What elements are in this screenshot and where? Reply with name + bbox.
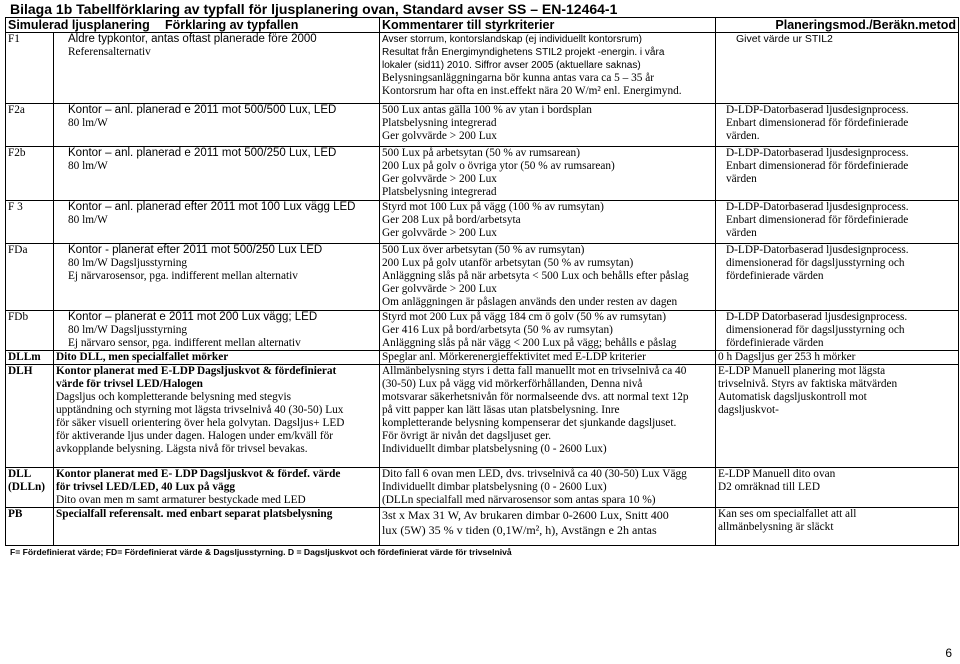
- row-code-label: FDa: [8, 244, 28, 256]
- method-line: allmänbelysning är släckt: [718, 521, 834, 533]
- method-line: fördefinierade värden: [726, 270, 824, 282]
- method-line: D-LDP-Datorbaserad ljusdesignprocess.: [726, 244, 909, 256]
- description-line: för säker visuell orientering över hela golvytan. Dagsljus+ LED: [56, 417, 345, 429]
- comment-line: Ger golvvärde > 200 Lux: [382, 227, 497, 239]
- description-line: Kontor - planerat efter 2011 mot 500/250 Lux LED: [68, 244, 323, 256]
- row-code: [6, 33, 54, 104]
- row-code: [6, 508, 54, 546]
- comment-line: lokaler (sid11) 2010. Siffror avser 2005 (aktuellare saknas): [382, 60, 641, 71]
- table-row: [6, 365, 959, 468]
- description-line: 80 lm/W: [68, 214, 108, 226]
- comment-line: Individuellt dimbar platsbelysning (0 - 2600 Lux): [382, 443, 607, 455]
- comment-line: Om anläggningen är påslagen används den under resten av dagen: [382, 296, 678, 308]
- method-line: dimensionerad för dagsljusstyrning och: [726, 324, 905, 336]
- row-code-label: F2b: [8, 147, 26, 159]
- row-code-label: F1: [8, 33, 20, 45]
- comment-line: motsvarar säkerhetsnivån för normalseende dvs. att normal text 12p: [382, 391, 689, 403]
- comment-line: Speglar anl. Mörkerenergieffektivitet med E-LDP kriterier: [382, 351, 646, 363]
- comment-line: Dito fall 6 ovan men LED, dvs. trivselnivå ca 40 (30-50) Lux Vägg: [382, 468, 687, 480]
- row-code-label: FDb: [8, 311, 29, 323]
- table-row: [6, 351, 959, 365]
- row-code: [6, 351, 54, 365]
- comment-line: (30-50) Lux på vägg vid mörkerförhållanden, Denna nivå: [382, 378, 643, 390]
- row-description: [54, 244, 380, 311]
- description-line: för trivsel LED/LED, 40 Lux på vägg: [56, 481, 235, 493]
- description-line: Referensalternativ: [68, 46, 151, 58]
- row-method: [716, 201, 959, 244]
- method-line: Enbart dimensionerad för fördefinierade: [726, 160, 909, 172]
- description-line: Ej närvaro sensor, pga. indifferent mellan alternativ: [68, 337, 301, 349]
- description-line: Kontor – anl. planerad e 2011 mot 500/250 Lux, LED: [68, 147, 337, 159]
- row-description: [54, 201, 380, 244]
- description-line: Kontor planerat med E- LDP Dagsljuskvot & fördef. värde: [56, 468, 341, 480]
- page-title: Bilaga 1b Tabellförklaring av typfall för ljusplanering ovan, Standard avser SS – EN-12464-1: [10, 1, 618, 17]
- row-code-label: F2a: [8, 104, 25, 116]
- row-code: [6, 311, 54, 351]
- description-line: 80 lm/W Dagsljusstyrning: [68, 324, 188, 336]
- method-line: trivselnivå. Styrs av faktiska mätvärden: [718, 378, 898, 390]
- method-line: dagsljuskvot-: [718, 404, 779, 416]
- row-code: [6, 201, 54, 244]
- method-line: D-LDP-Datorbaserad ljusdesignprocess.: [726, 147, 909, 159]
- method-line: E-LDP Manuell planering mot lägsta: [718, 365, 886, 377]
- comment-line: Platsbelysning integrerad: [382, 117, 497, 129]
- method-line: D-LDP Datorbaserad ljusdesignprocess.: [726, 311, 908, 323]
- comment-line: Kontorsrum har ofta en inst.effekt nära 20 W/m² enl. Energimynd.: [382, 85, 682, 97]
- row-code-label: DLH: [8, 365, 33, 377]
- description-line: upptändning och styrning mot lägsta trivselnivå 40 (30-50) Lux: [56, 404, 344, 416]
- row-method: [716, 147, 959, 201]
- row-description: [54, 311, 380, 351]
- row-comment: [380, 508, 716, 546]
- header-col2: Förklaring av typfallen: [165, 18, 299, 32]
- method-line: fördefinierade värden: [726, 337, 824, 349]
- row-method: [716, 33, 959, 104]
- row-code-label: PB: [8, 508, 23, 520]
- row-code: [6, 104, 54, 147]
- row-code-label-secondary: (DLLn): [8, 481, 46, 493]
- row-code-label: DLL: [8, 468, 32, 480]
- row-comment: [380, 147, 716, 201]
- description-line: Dagsljus och kompletterande belysning med stegvis: [56, 391, 291, 403]
- description-line: Äldre typkontor, antas oftast planerade före 2000: [68, 33, 317, 45]
- description-line: Dito DLL, men specialfallet mörker: [56, 351, 229, 363]
- table-header-row: [6, 18, 959, 33]
- row-method: [716, 104, 959, 147]
- row-description: [54, 104, 380, 147]
- comment-line: 3st x Max 31 W, Av brukaren dimbar 0-2600 Lux, Snitt 400: [382, 508, 669, 522]
- description-line: Kontor – planerat e 2011 mot 200 Lux vägg; LED: [68, 311, 318, 323]
- legend: F= Fördefinierat värde; FD= Fördefinierat värde & Dagsljusstyrning. D = Dagsljuskvot och fördefinierat värde för trivselnivå: [10, 547, 512, 557]
- comment-line: Ger golvvärde > 200 Lux: [382, 173, 497, 185]
- comment-line: Ger 416 Lux på bord/arbetsyta (50 % av rumsytan): [382, 324, 613, 336]
- row-method: [716, 244, 959, 311]
- row-comment: [380, 351, 716, 365]
- method-line: D-LDP-Datorbaserad ljusdesignprocess.: [726, 104, 909, 116]
- row-comment: [380, 201, 716, 244]
- comment-line: För övrigt är nivån det dagsljuset ger.: [382, 430, 552, 442]
- comment-line: Resultat från Energimyndighetens STIL2 projekt -energin. i våra: [382, 47, 665, 58]
- comment-line: lux (5W) 35 % v tiden (0,1W/m², h), Avstängn e 2h antas: [382, 523, 657, 537]
- row-comment: [380, 365, 716, 468]
- method-line: värden.: [726, 130, 760, 142]
- comment-line: Styrd mot 200 Lux på vägg 184 cm ö golv (50 % av rumsytan): [382, 311, 666, 323]
- comment-line: Belysningsanläggningarna bör kunna antas vara ca 5 – 35 år: [382, 72, 654, 84]
- row-method: [716, 365, 959, 468]
- comment-line: Ger golvvärde > 200 Lux: [382, 283, 497, 295]
- row-method: [716, 311, 959, 351]
- comment-line: Ger 208 Lux på bord/arbetsyta: [382, 214, 521, 226]
- table-row: [6, 311, 959, 351]
- method-line: 0 h Dagsljus ger 253 h mörker: [718, 351, 856, 363]
- comment-line: Platsbelysning integrerad: [382, 186, 497, 198]
- row-code: [6, 147, 54, 201]
- row-description: [54, 33, 380, 104]
- comment-line: Anläggning slås på när vägg < 200 Lux på vägg; behålls e påslag: [382, 337, 677, 349]
- row-description: [54, 351, 380, 365]
- row-code: [6, 365, 54, 468]
- comment-line: Allmänbelysning styrs i detta fall manuellt mot en trivselnivå ca 40: [382, 365, 687, 377]
- header-col4: Planeringsmod./Beräkn.metod: [716, 18, 959, 33]
- typfall-table: [5, 17, 959, 546]
- page-number: 6: [945, 646, 952, 660]
- table-row: [6, 147, 959, 201]
- table-row: [6, 201, 959, 244]
- method-line: Givet värde ur STIL2: [736, 33, 833, 45]
- method-line: D-LDP-Datorbaserad ljusdesignprocess.: [726, 201, 909, 213]
- comment-line: 500 Lux antas gälla 100 % av ytan i bordsplan: [382, 104, 592, 116]
- method-line: E-LDP Manuell dito ovan: [718, 468, 836, 480]
- row-code-label: DLLm: [8, 351, 41, 363]
- row-comment: [380, 311, 716, 351]
- header-col3: Kommentarer till styrkriterier: [380, 18, 716, 33]
- header-col1: Simulerad ljusplanering: [8, 18, 150, 32]
- description-line: 80 lm/W Dagsljusstyrning: [68, 257, 188, 269]
- row-code: [6, 468, 54, 508]
- description-line: Kontor – anl. planerad efter 2011 mot 100 Lux vägg LED: [68, 201, 356, 213]
- table-row: [6, 104, 959, 147]
- method-line: dimensionerad för dagsljusstyrning och: [726, 257, 905, 269]
- row-method: [716, 468, 959, 508]
- comment-line: Individuellt dimbar platsbelysning (0 - 2600 Lux): [382, 481, 607, 493]
- method-line: Enbart dimensionerad för fördefinierade: [726, 214, 909, 226]
- comment-line: Avser storrum, kontorslandskap (ej individuellt kontorsrum): [382, 34, 642, 45]
- method-line: Enbart dimensionerad för fördefinierade: [726, 117, 909, 129]
- description-line: Specialfall referensalt. med enbart separat platsbelysning: [56, 508, 333, 520]
- description-line: värde för trivsel LED/Halogen: [56, 378, 203, 390]
- description-line: 80 lm/W: [68, 160, 108, 172]
- description-line: för aktiverande ljus under dagen. Halogen under em/kväll för: [56, 430, 333, 442]
- method-line: värden: [726, 227, 757, 239]
- row-code: [6, 244, 54, 311]
- table-row: [6, 508, 959, 546]
- method-line: D2 omräknad till LED: [718, 481, 820, 493]
- header-simulerad: [6, 18, 380, 33]
- row-description: [54, 508, 380, 546]
- method-line: värden: [726, 173, 757, 185]
- description-line: avkopplande belysning. Lägsta nivå för trivsel bevakas.: [56, 443, 308, 455]
- method-line: Automatisk dagsljuskontroll mot: [718, 391, 867, 403]
- comment-line: på vitt papper kan lätt läsas utan platsbelysning. Inre: [382, 404, 620, 416]
- row-code-label: F 3: [8, 201, 23, 213]
- comment-line: Styrd mot 100 Lux på vägg (100 % av rumsytan): [382, 201, 604, 213]
- table-row: [6, 33, 959, 104]
- row-comment: [380, 468, 716, 508]
- comment-line: 500 Lux över arbetsytan (50 % av rumsytan): [382, 244, 585, 256]
- method-line: Kan ses om specialfallet att all: [718, 508, 857, 520]
- row-description: [54, 365, 380, 468]
- description-line: Ej närvarosensor, pga. indifferent mellan alternativ: [68, 270, 298, 282]
- table-row: [6, 244, 959, 311]
- row-comment: [380, 244, 716, 311]
- comment-line: Ger golvvärde > 200 Lux: [382, 130, 497, 142]
- row-method: [716, 351, 959, 365]
- comment-line: kompletterande belysning kompenserar det sjunkande dagsljuset.: [382, 417, 677, 429]
- description-line: Kontor planerat med E-LDP Dagsljuskvot & fördefinierat: [56, 365, 337, 377]
- row-description: [54, 468, 380, 508]
- row-comment: [380, 33, 716, 104]
- comment-line: (DLLn specialfall med närvarosensor som antas spara 10 %): [382, 494, 656, 506]
- comment-line: 200 Lux på golv o övriga ytor (50 % av rumsarean): [382, 160, 615, 172]
- row-description: [54, 147, 380, 201]
- row-comment: [380, 104, 716, 147]
- comment-line: 500 Lux på arbetsytan (50 % av rumsarean): [382, 147, 580, 159]
- table-row: [6, 468, 959, 508]
- comment-line: 200 Lux på golv utanför arbetsytan (50 % av rumsytan): [382, 257, 634, 269]
- description-line: Dito ovan men m samt armaturer bestyckade med LED: [56, 494, 306, 506]
- description-line: 80 lm/W: [68, 117, 108, 129]
- row-method: [716, 508, 959, 546]
- description-line: Kontor – anl. planerad e 2011 mot 500/500 Lux, LED: [68, 104, 337, 116]
- comment-line: Anläggning slås på när arbetsyta < 500 Lux och behålls efter påslag: [382, 270, 689, 282]
